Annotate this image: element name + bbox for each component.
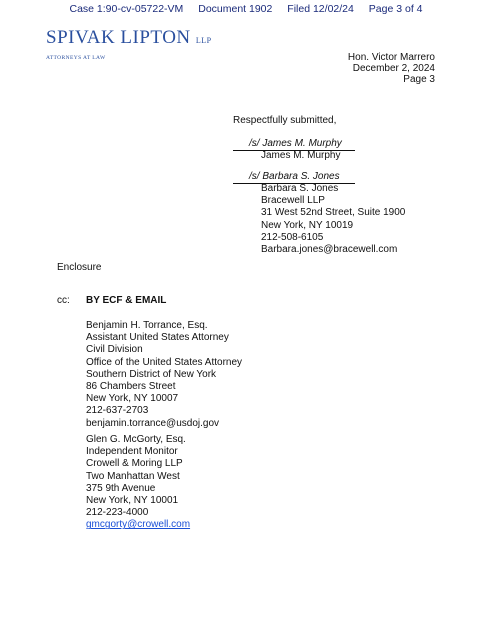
signer-city: New York, NY 10019 [261, 219, 354, 231]
firm-tagline: ATTORNEYS AT LAW [46, 55, 106, 61]
recipient-line: 375 9th Avenue [86, 482, 156, 494]
recipient-line: Independent Monitor [86, 446, 178, 458]
recipient-line: New York, NY 10007 [86, 393, 179, 405]
signature: /s/ Barbara S. Jones [249, 171, 340, 182]
document-number: Document 1902 [198, 3, 273, 15]
firm-suffix: LLP [195, 36, 212, 45]
cc-recipient [86, 320, 242, 430]
recipient-line: Crowell & Moring LLP [86, 458, 183, 470]
recipient-line: Two Manhattan West [86, 470, 180, 482]
recipient-line: Glen G. McGorty, Esq. [86, 434, 186, 445]
recipient-line: Southern District of New York [86, 368, 217, 380]
recipient-line: Office of the United States Attorney [86, 356, 243, 368]
recipient-line: benjamin.torrance@usdoj.gov [86, 417, 220, 429]
running-head-date: December 2, 2024 [352, 63, 435, 74]
page-count: Page 3 of 4 [368, 3, 423, 15]
running-head-addressee: Hon. Victor Marrero [347, 52, 435, 63]
court-filing-header [0, 3, 492, 15]
cc-method: BY ECF & EMAIL [86, 295, 167, 306]
cc-label: cc: [57, 295, 70, 306]
running-head-page: Page 3 [403, 74, 435, 85]
recipient-line: 212-637-2703 [86, 405, 149, 417]
filed-date: Filed 12/02/24 [287, 3, 354, 15]
recipient-email-link[interactable]: gmcgorty@crowell.com [86, 519, 191, 531]
case-number: Case 1:90-cv-05722-VM [69, 3, 184, 15]
signer-block [261, 183, 405, 256]
signer-street: 31 West 52nd Street, Suite 1900 [261, 207, 406, 219]
signer-phone: 212-508-6105 [261, 231, 324, 243]
recipient-line: 212-223-4000 [86, 507, 149, 519]
enclosure-note: Enclosure [57, 262, 102, 273]
recipient-line: 86 Chambers Street [86, 381, 176, 393]
firm-name: SPIVAK LIPTON [46, 27, 191, 48]
signer-email: Barbara.jones@bracewell.com [261, 244, 398, 256]
recipient-line: Benjamin H. Torrance, Esq. [86, 320, 208, 331]
cc-recipient [86, 434, 190, 532]
recipient-line: Civil Division [86, 344, 143, 356]
recipient-line: New York, NY 10001 [86, 495, 179, 507]
signer-name: James M. Murphy [261, 150, 341, 161]
signature: /s/ James M. Murphy [249, 138, 342, 149]
firm-logo [46, 27, 212, 49]
signer-firm: Bracewell LLP [261, 195, 325, 207]
recipient-line: Assistant United States Attorney [86, 332, 229, 344]
signer-name: Barbara S. Jones [261, 183, 339, 194]
closing: Respectfully submitted, [233, 115, 337, 126]
